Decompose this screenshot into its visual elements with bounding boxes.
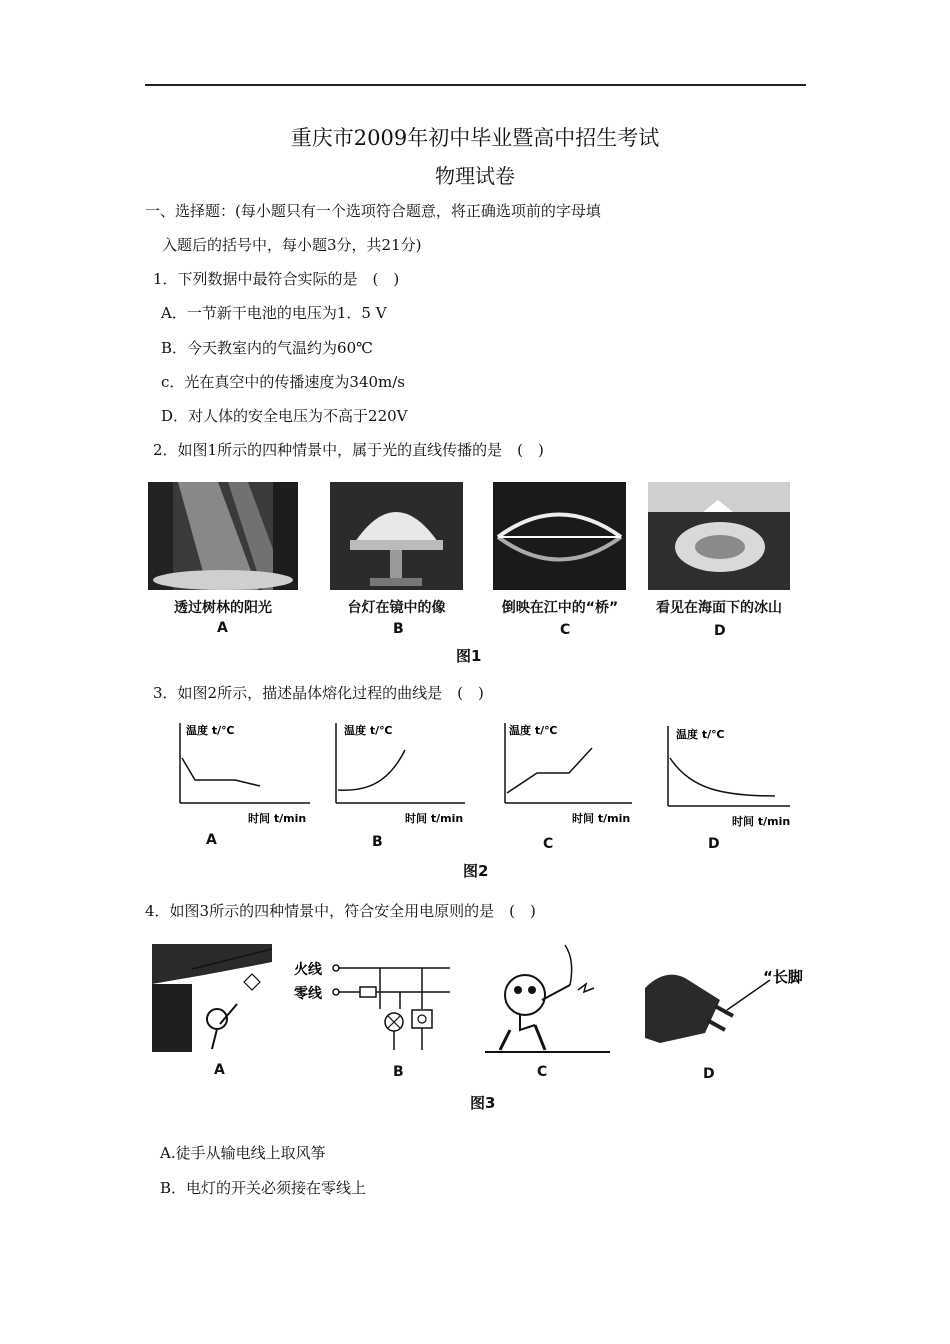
caption-b: 台灯在镜中的像 [347,600,446,616]
caption-c: 倒映在江中的“桥” [501,600,619,616]
photo-iceberg-under-sea [648,482,790,590]
q1-option-b: B．今天教室内的气温约为60℃ [161,339,373,357]
figure-1-label: 图1 [456,647,482,665]
q1-option-a: A．一节新干电池的电压为1．5 V [161,304,387,322]
scene-three-pin-plug [645,958,810,1058]
q4-option-a: A.徒手从输电线上取风筝 [160,1144,326,1162]
label-c: C [560,622,571,638]
graph-label-c: C [543,836,554,852]
scene-label-c: C [537,1064,548,1080]
label-d: D [714,623,726,639]
q3-stem: 3．如图2所示，描述晶体熔化过程的曲线是 ( ) [153,684,484,702]
q4-stem: 4．如图3所示的四种情景中，符合安全用电原则的是 ( ) [145,902,536,920]
photo-lamp-in-mirror [330,482,463,590]
label-b: B [393,621,404,637]
figure-3-label: 图3 [470,1094,496,1112]
q1-option-d: D．对人体的安全电压为不高于220V [161,407,408,425]
graph-a-ylabel: 温度 t/℃ [186,724,235,737]
graph-label-b: B [372,834,383,850]
graph-b-ylabel: 温度 t/℃ [344,724,393,737]
diagram-lamp-socket-circuit [290,954,455,1058]
scene-kite-on-wire [152,944,272,1052]
long-pin-label: “长脚 [763,968,803,986]
section-intro-line2: 入题后的括号中，每小题3分，共21分) [162,236,422,254]
graph-c-ylabel: 温度 t/℃ [509,724,558,737]
q1-option-c: c．光在真空中的传播速度为340m/s [161,373,406,391]
caption-d: 看见在海面下的冰山 [656,600,782,616]
graph-d-xlabel: 时间 t/min [732,815,791,828]
graph-b-xlabel: 时间 t/min [405,812,464,825]
top-rule [145,84,806,86]
graph-d-ylabel: 温度 t/℃ [676,728,725,741]
live-wire-label: 火线 [294,962,322,978]
caption-a: 透过树林的阳光 [174,600,272,616]
neutral-wire-label: 零线 [294,986,322,1002]
q4-option-b: B．电灯的开关必须接在零线上 [160,1179,367,1197]
exam-title: 重庆市2009年初中毕业暨高中招生考试 [290,126,660,150]
graph-b [330,718,475,828]
graph-c-xlabel: 时间 t/min [572,812,631,825]
label-a: A [217,620,228,636]
q1-stem: 1．下列数据中最符合实际的是 ( ) [153,270,400,288]
graph-label-d: D [708,836,720,852]
scene-electric-shock-cartoon [480,940,615,1060]
graph-a [170,718,315,828]
photo-sunlight-through-forest [148,482,298,590]
exam-subtitle: 物理试卷 [435,164,515,188]
section-intro-line1: 一、选择题：(每小题只有一个选项符合题意，将正确选项前的字母填 [145,202,601,220]
graph-c [497,718,642,828]
graph-label-a: A [206,832,217,848]
scene-label-a: A [214,1062,225,1078]
scene-label-b: B [393,1064,404,1080]
q2-stem: 2．如图1所示的四种情景中，属于光的直线传播的是 ( ) [153,441,544,459]
scene-label-d: D [703,1066,715,1082]
graph-d [660,718,805,828]
graph-a-xlabel: 时间 t/min [248,812,307,825]
figure-2-label: 图2 [463,862,489,880]
photo-bridge-reflection [493,482,626,590]
